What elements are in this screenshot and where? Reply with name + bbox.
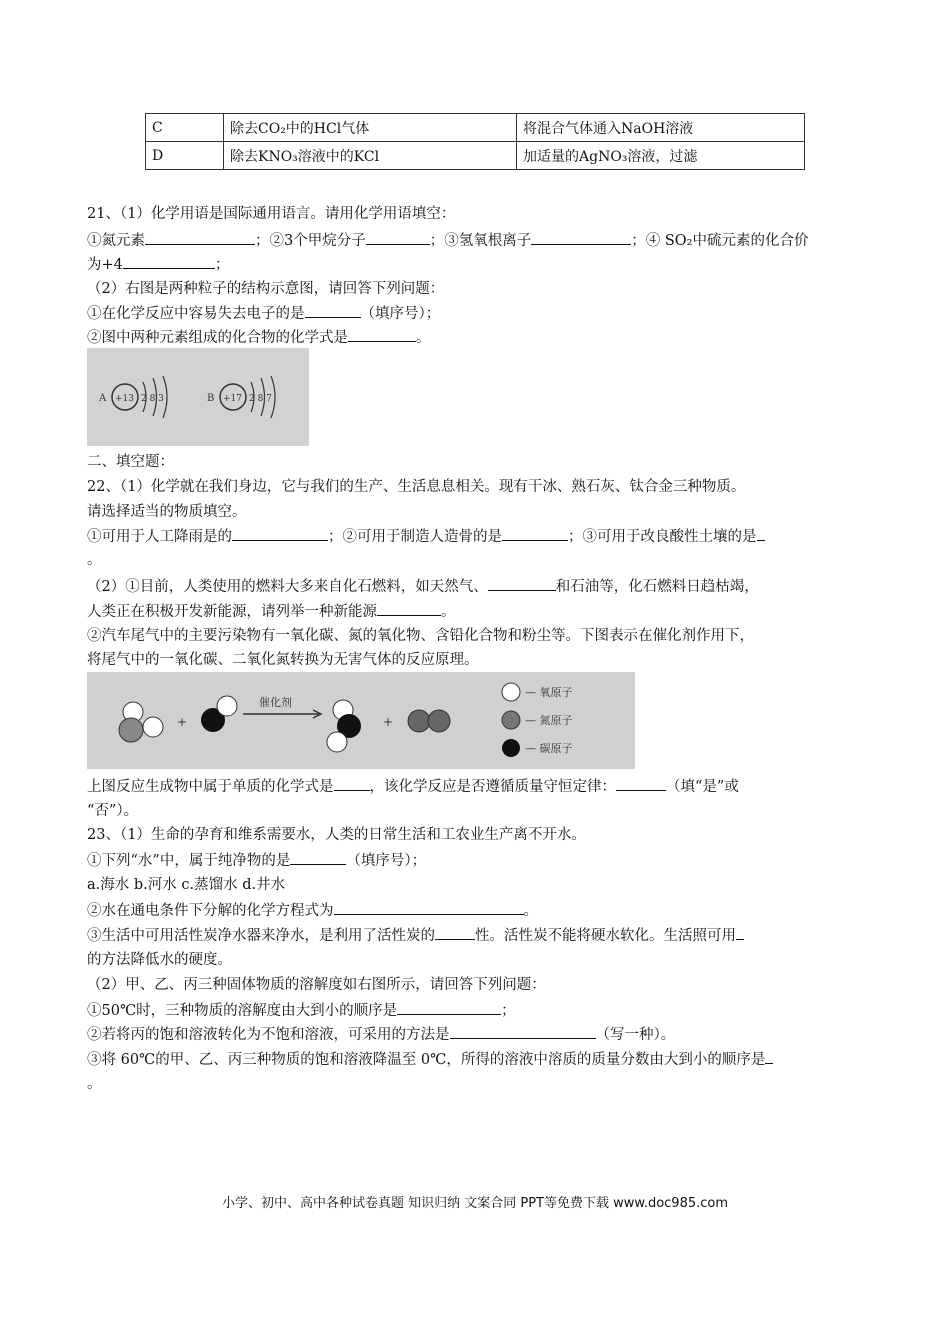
atom-a-label: A [99, 393, 107, 404]
answer-blank[interactable] [334, 776, 370, 791]
text: （写一种）。 [595, 1027, 676, 1043]
text: 。 [441, 604, 456, 620]
answer-blank[interactable] [305, 303, 361, 318]
legend-carbon: — 碳原子 [525, 742, 573, 755]
answer-blank[interactable] [765, 1049, 773, 1064]
q21-line: 21、（1）化学用语是国际通用语言。请用化学用语填空： [87, 206, 456, 222]
q23-line [87, 900, 538, 921]
q22-line: 将尾气中的一氧化碳、二氧化氮转换为无害气体的反应原理。 [87, 652, 479, 668]
reaction-diagram [87, 672, 635, 769]
text: 上图反应生成物中属于单质的化学式是 [87, 779, 334, 795]
text: ；②3个甲烷分子 [255, 233, 366, 249]
nitrogen-atom-icon [428, 710, 450, 732]
table-cell: 加适量的AgNO₃溶液，过滤 [517, 142, 805, 170]
answer-blank[interactable] [366, 230, 430, 245]
q22-line [87, 776, 739, 797]
q21-line [87, 230, 808, 251]
atom-b-shells: 2 8 7 [249, 394, 272, 404]
answer-blank[interactable] [531, 230, 631, 245]
q23-line: a.海水 b.河水 c.蒸馏水 d.井水 [87, 877, 286, 893]
text: ③生活中可用活性炭净水器来净水，是利用了活性炭的 [87, 928, 435, 944]
plus-sign: + [383, 715, 394, 729]
table-row [146, 114, 805, 142]
q21-line [87, 254, 229, 275]
text: ；③可用于改良酸性土壤的是 [568, 529, 757, 545]
answer-blank[interactable] [502, 526, 568, 541]
q22-line: “否”）。 [87, 803, 139, 819]
text: ①在化学反应中容易失去电子的是 [87, 306, 305, 322]
atom-structure-diagram [87, 348, 309, 446]
text: ①50℃时，三种物质的溶解度由大到小的顺序是 [87, 1003, 398, 1019]
q22-line [87, 526, 765, 547]
answer-blank[interactable] [348, 327, 416, 342]
text: ①下列“水”中，属于纯净物的是 [87, 853, 291, 869]
table-row [146, 142, 805, 170]
answer-blank[interactable] [488, 576, 556, 591]
q22-line [87, 601, 456, 622]
oxygen-atom-icon [143, 717, 163, 737]
text: ①可用于人工降雨是的 [87, 529, 232, 545]
answer-blank[interactable] [290, 850, 346, 865]
q23-line [87, 1049, 773, 1070]
text: 人类正在积极开发新能源，请列举一种新能源 [87, 604, 377, 620]
text: 为+4 [87, 257, 123, 273]
text: ②图中两种元素组成的化合物的化学式是 [87, 330, 348, 346]
atom-structure-svg [87, 348, 309, 446]
reaction-svg [87, 672, 635, 769]
text: 。 [416, 330, 431, 346]
carbon-legend-icon [502, 739, 520, 757]
q22-line: 请选择适当的物质填空。 [87, 504, 247, 520]
q22-line: 。 [87, 552, 102, 568]
answer-blank[interactable] [736, 925, 744, 940]
nitrogen-atom-icon [119, 718, 143, 742]
section-heading: 二、填空题： [87, 454, 174, 470]
answer-blank[interactable] [435, 925, 475, 940]
oxygen-atom-icon [327, 732, 347, 752]
q23-line: （2）甲、乙、丙三种固体物质的溶解度如右图所示，请回答下列问题： [87, 977, 546, 993]
text: ①氮元素 [87, 233, 145, 249]
table-cell: 除去CO₂中的HCl气体 [224, 114, 517, 142]
answer-blank[interactable] [123, 254, 215, 269]
q23-line: 。 [87, 1076, 102, 1092]
text: （填序号）； [360, 306, 441, 322]
text: ；③氢氧根离子 [429, 233, 532, 249]
text: （填“是”或 [666, 779, 739, 795]
answer-blank[interactable] [450, 1024, 596, 1039]
atom-a-shells: 2 8 3 [141, 394, 164, 404]
q21-line [87, 303, 440, 324]
q21-line [87, 327, 431, 348]
answer-blank[interactable] [616, 776, 666, 791]
table-cell: 除去KNO₃溶液中的KCl [224, 142, 517, 170]
text: ③将 60℃的甲、乙、丙三种物质的饱和溶液降温至 0℃，所得的溶液中溶质的质量分数由大到小的顺序是 [87, 1052, 766, 1068]
options-table [145, 113, 805, 170]
plus-sign: + [177, 715, 188, 729]
text: ；②可用于制造人造骨的是 [328, 529, 502, 545]
q22-line: 22、（1）化学就在我们身边，它与我们的生产、生活息息相关。现有干冰、熟石灰、钛合金三种物质。 [87, 479, 746, 495]
table-cell: C [146, 114, 224, 142]
text: ②若将丙的饱和溶液转化为不饱和溶液，可采用的方法是 [87, 1027, 450, 1043]
legend-nitrogen: — 氮原子 [525, 714, 573, 727]
atom-b-nucleus: +17 [223, 394, 242, 404]
text: ②水在通电条件下分解的化学方程式为 [87, 903, 334, 919]
text: （填序号）； [346, 853, 427, 869]
q22-line: ②汽车尾气中的主要污染物有一氧化碳、氮的氧化物、含铅化合物和粉尘等。下图表示在催化剂作用下， [87, 628, 754, 644]
q23-line: 的方法降低水的硬度。 [87, 952, 232, 968]
answer-blank[interactable] [334, 900, 524, 915]
text: ； [501, 1003, 516, 1019]
answer-blank[interactable] [377, 601, 441, 616]
table-cell: 将混合气体通入NaOH溶液 [517, 114, 805, 142]
q23-line [87, 850, 426, 871]
page-footer: 小学、初中、高中各种试卷真题 知识归纳 文案合同 PPT等免费下载 www.doc985.com [221, 1196, 729, 1211]
text: 和石油等，化石燃料日趋枯竭， [555, 579, 759, 595]
oxygen-legend-icon [502, 683, 520, 701]
q23-line [87, 1000, 516, 1021]
text: 性。活性炭不能将硬水软化。生活照可用 [475, 928, 736, 944]
legend-oxygen: — 氧原子 [525, 686, 573, 699]
nitrogen-legend-icon [502, 711, 520, 729]
text: ，该化学反应是否遵循质量守恒定律： [369, 779, 616, 795]
catalyst-label: 催化剂 [259, 696, 292, 709]
oxygen-atom-icon [217, 696, 237, 716]
atom-a-nucleus: +13 [115, 394, 134, 404]
text: ； [214, 257, 230, 273]
answer-blank[interactable] [232, 526, 328, 541]
q23-line [87, 1024, 675, 1045]
nitrogen-atom-icon [408, 710, 430, 732]
text: ；④ SO₂中硫元素的化合价 [631, 233, 809, 249]
answer-blank[interactable] [145, 230, 255, 245]
answer-blank[interactable] [757, 526, 765, 541]
q21-line: （2）右图是两种粒子的结构示意图，请回答下列问题： [87, 281, 445, 297]
table-cell: D [146, 142, 224, 170]
q23-line [87, 925, 744, 946]
answer-blank[interactable] [397, 1000, 501, 1015]
text: （2）①目前，人类使用的燃料大多来自化石燃料，如天然气、 [87, 579, 488, 595]
q23-line: 23、（1）生命的孕育和维系需要水，人类的日常生活和工农业生产离不开水。 [87, 827, 586, 843]
text: 。 [523, 903, 538, 919]
atom-b-label: B [207, 393, 215, 404]
q22-line [87, 576, 759, 597]
